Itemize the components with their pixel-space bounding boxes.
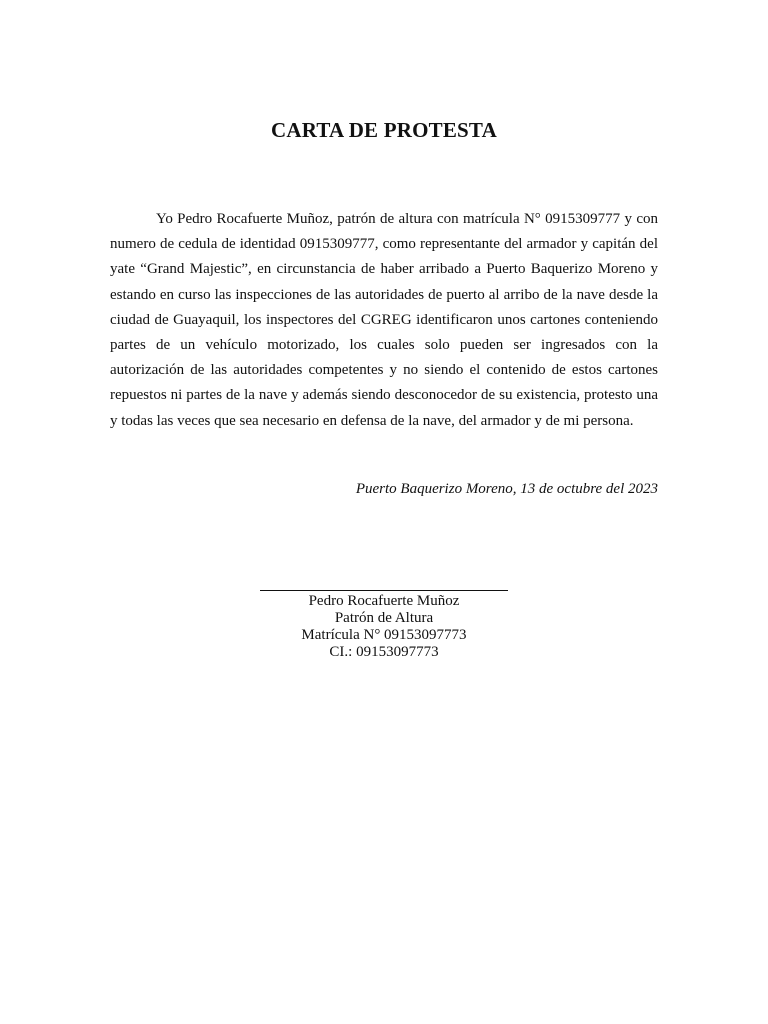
signature-block [260, 590, 508, 661]
document-title: CARTA DE PROTESTA [271, 118, 497, 142]
signatory-ci: CI.: 09153097773 [329, 644, 439, 660]
signatory-matricula: Matrícula N° 09153097773 [301, 627, 467, 643]
signatory-name: Pedro Rocafuerte Muñoz [308, 593, 460, 609]
place-date: Puerto Baquerizo Moreno, 13 de octubre del 2023 [355, 481, 658, 497]
body-paragraph: Yo Pedro Rocafuerte Muñoz, patrón de altura con matrícula N° 0915309777 y con numero de cedula de identidad 0915309777, como representante del armador y capitán del yate “Grand Majestic”, en circunstancia de haber arribado a Puerto Baquerizo Moreno y estando en curso las inspecciones de las autoridades de puerto al arribo de la nave desde la ciudad de Guayaquil, los inspectores del CGREG identificaron unos cartones conteniendo partes de un vehículo motorizado, los cuales solo pueden ser ingresados con la autorización de las autoridades competentes y no siendo el contenido de estos cartones repuestos ni partes de la nave y además siendo desconocedor de su existencia, protesto una y todas las veces que sea necesario en defensa de la nave, del armador y de mi persona. [110, 211, 658, 429]
signature-line [260, 590, 508, 591]
signatory-role: Patrón de Altura [334, 610, 434, 626]
